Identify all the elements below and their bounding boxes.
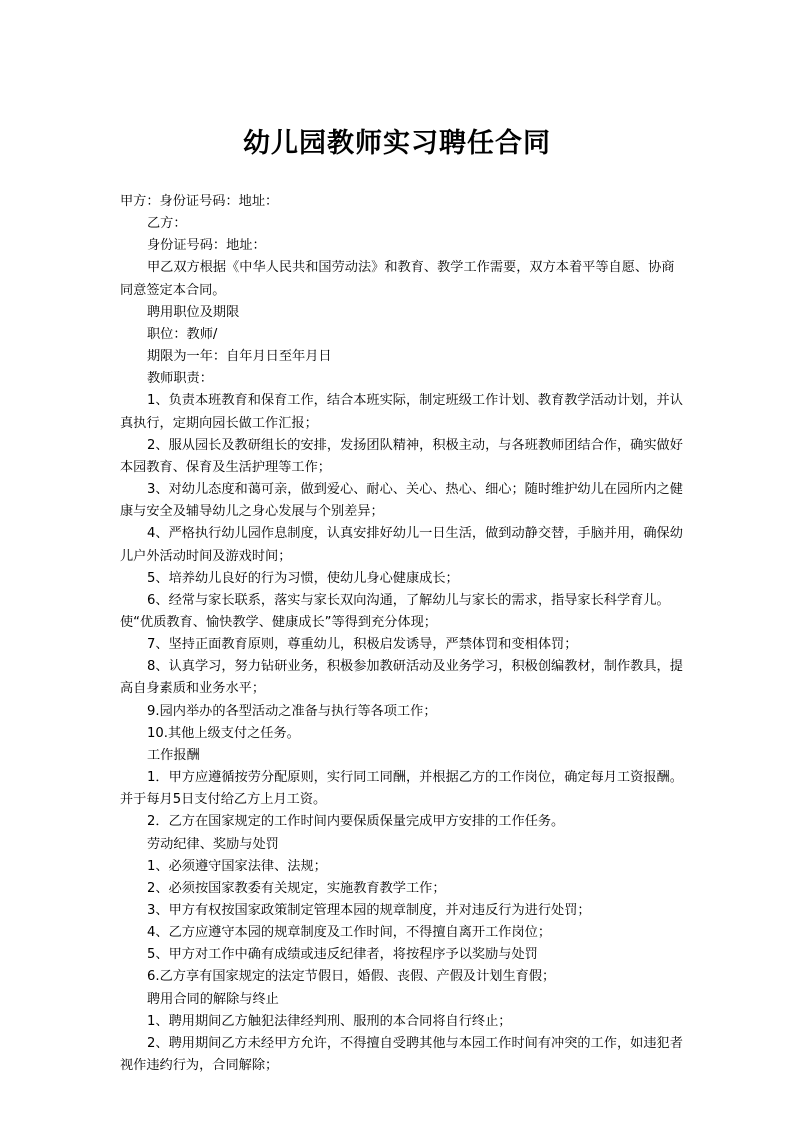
list-item: 5、培养幼儿良好的行为习惯，使幼儿身心健康成长； (147, 570, 459, 586)
list-item: 9.园内举办的各型活动之准备与执行等各项工作； (147, 703, 437, 719)
document-title: 幼儿园教师实习聘任合同 (243, 128, 551, 159)
paragraph-party-a: 甲方：身份证号码：地址： (120, 194, 279, 209)
paragraph: 职位：教师/ (147, 326, 218, 342)
section-heading: 聘用合同的解除与终止 (147, 991, 279, 1007)
section-heading: 工作报酬 (147, 747, 200, 763)
document-body (120, 191, 685, 1077)
section-heading: 聘用职位及期限 (147, 304, 240, 320)
section-heading: 教师职责： (147, 371, 213, 387)
list-item: 2、必须按国家教委有关规定，实施教育教学工作； (147, 880, 446, 896)
list-item: 3、对幼儿态度和蔼可亲，做到爱心、耐心、关心、热心、细心；随时维护幼儿在园所内之健康与安全及辅导幼儿之身心发展与个别差异； (120, 482, 683, 520)
list-item: 3、甲方有权按国家政策制定管理本园的规章制度，并对违反行为进行处罚； (147, 903, 591, 918)
list-item: 8、认真学习，努力钻研业务，积极参加教研活动及业务学习，积极创编教材，制作教具，提高自身素质和业务水平； (120, 659, 683, 697)
list-item: 1、负责本班教育和保育工作，结合本班实际，制定班级工作计划、教育教学活动计划，并认真执行，定期向园长做工作汇报； (120, 393, 683, 431)
paragraph-id-address: 身份证号码：地址： (147, 238, 266, 254)
list-item: 2．乙方在国家规定的工作时间内要保质保量完成甲方安排的工作任务。 (147, 814, 565, 830)
list-item: 1．甲方应遵循按劳分配原则，实行同工同酬，并根据乙方的工作岗位，确定每月工资报酬。并于每月5日支付给乙方上月工资。 (120, 770, 683, 808)
list-item: 5、甲方对工作中确有成绩或违反纪律者，将按程序予以奖励与处罚 (147, 947, 538, 963)
list-item: 6.乙方享有国家规定的法定节假日，婚假、丧假、产假及计划生育假； (147, 969, 556, 985)
list-item: 10.其他上级支付之任务。 (147, 725, 300, 741)
list-item: 6、经常与家长联系，落实与家长双向沟通，了解幼儿与家长的需求，指导家长科学育儿。使“优质教育、愉快教学、健康成长”等得到充分体现； (120, 592, 670, 630)
list-item: 4、严格执行幼儿园作息制度，认真安排好幼儿一日生活，做到动静交替，手脑并用，确保幼儿户外活动时间及游戏时间； (120, 526, 683, 564)
paragraph: 期限为一年：自年月日至年月日 (147, 349, 332, 365)
list-item: 1、必须遵守国家法律、法规； (147, 858, 327, 874)
paragraph-preamble: 甲乙双方根据《中华人民共和国劳动法》和教育、教学工作需要，双方本着平等自愿、协商同意签定本合同。 (120, 260, 675, 298)
list-item: 2、服从园长及教研组长的安排，发扬团队精神，积极主动，与各班教师团结合作，确实做好本园教育、保育及生活护理等工作； (120, 437, 683, 475)
section-heading: 劳动纪律、奖励与处罚 (147, 836, 279, 852)
list-item: 7、坚持正面教育原则，尊重幼儿，积极启发诱导，严禁体罚和变相体罚； (147, 637, 578, 653)
paragraph-party-b: 乙方： (147, 216, 187, 232)
list-item: 4、乙方应遵守本园的规章制度及工作时间，不得擅自离开工作岗位； (147, 925, 552, 941)
list-item: 1、聘用期间乙方触犯法律经判刑、服刑的本合同将自行终止； (147, 1013, 512, 1029)
list-item: 2、聘用期间乙方未经甲方允许，不得擅自受聘其他与本园工作时间有冲突的工作，如违犯者视作违约行为，合同解除； (120, 1035, 683, 1074)
